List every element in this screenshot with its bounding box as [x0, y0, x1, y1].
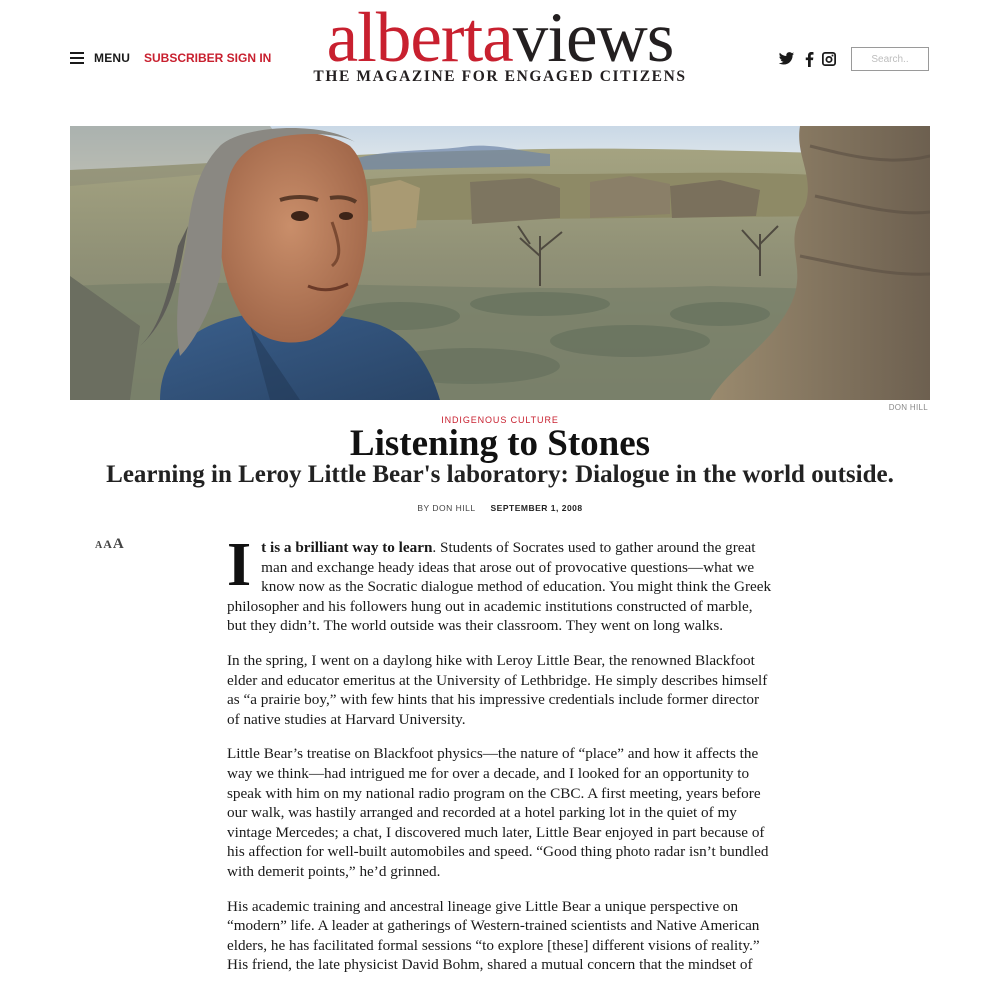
category-label[interactable]: INDIGENOUS CULTURE [441, 415, 559, 425]
logo-wordmark: albertaviews [326, 0, 674, 77]
article-title: Listening to Stones [349, 423, 651, 464]
byline [0, 503, 1000, 513]
instagram-icon[interactable] [820, 51, 838, 67]
paragraph-4: His academic training and ancestral lineage give Little Bear a unique perspective on “modern” life. A leader at gatherings of Western-trained scientists and Native American elders, he has facilitated formal sessions “to explore [these] different visions of reality.” His friend, the late physicist David Bohm, shared a mutual concern that the mindset of [227, 897, 760, 974]
paragraph-1 [227, 531, 775, 636]
paragraph-3: Little Bear’s treatise on Blackfoot physics—the nature of “place” and how it affects the way we think—had intrigued me for over a decade, and I looked for an opportunity to speak with him on my national radio program on the CBC. A first meeting, years before our walk, was hastily arranged and recorded at a hotel parking lot in the quiet of my vintage Mercedes; a chat, I discovered much later, Little Bear enjoyed in part because of his affection for well-built automobiles and speed. “Good thing photo radar isn’t bundled with demerit points,” he’d grinned. [227, 745, 769, 880]
hamburger-icon [70, 52, 84, 64]
lead-in: t is a brilliant way to learn [261, 539, 433, 556]
menu-button[interactable] [70, 51, 130, 65]
twitter-icon[interactable] [777, 51, 795, 67]
logo-tagline: THE MAGAZINE FOR ENGAGED CITIZENS [313, 68, 687, 85]
font-size-large-button[interactable]: A [112, 536, 124, 552]
site-header [0, 0, 1000, 100]
paragraph-1-text: . Students of Socrates used to gather around the great man and exchange heady ideas that arose out of provocative questions—what we know now as the Socratic dialogue method of education. You might think the Greek philosopher and his followers hung out in academic institutions constructed of marble, but they didn’t. The world outside was their classroom. They went on long walks. [227, 539, 772, 635]
search-input[interactable] [851, 47, 929, 71]
hero-photo [70, 126, 930, 400]
site-logo[interactable] [300, 2, 700, 86]
publish-date: SEPTEMBER 1, 2008 [490, 503, 583, 513]
author-link[interactable]: DON HILL [432, 503, 476, 513]
byline-prefix: BY [417, 503, 430, 513]
hero-photo-illustration [70, 126, 930, 400]
article-body [227, 531, 775, 990]
drop-cap: I [227, 531, 252, 599]
font-size-controls [95, 536, 125, 553]
facebook-icon[interactable] [800, 51, 818, 67]
article-subtitle: Learning in Leroy Little Bear's laboratory: Dialogue in the world outside. [106, 461, 894, 488]
photo-credit: DON HILL [888, 403, 928, 412]
font-size-medium-button[interactable]: A [103, 537, 112, 551]
font-size-small-button[interactable]: A [95, 540, 103, 551]
menu-label: MENU [94, 51, 131, 65]
paragraph-2: In the spring, I went on a daylong hike with Leroy Little Bear, the renowned Blackfoot elder and educator emeritus at the University of Lethbridge. He simply describes himself as “a prairie boy,” with few hints that his impressive credentials include former director of native studies at Harvard University. [227, 651, 768, 728]
subscriber-sign-in-link[interactable]: SUBSCRIBER SIGN IN [144, 51, 272, 65]
